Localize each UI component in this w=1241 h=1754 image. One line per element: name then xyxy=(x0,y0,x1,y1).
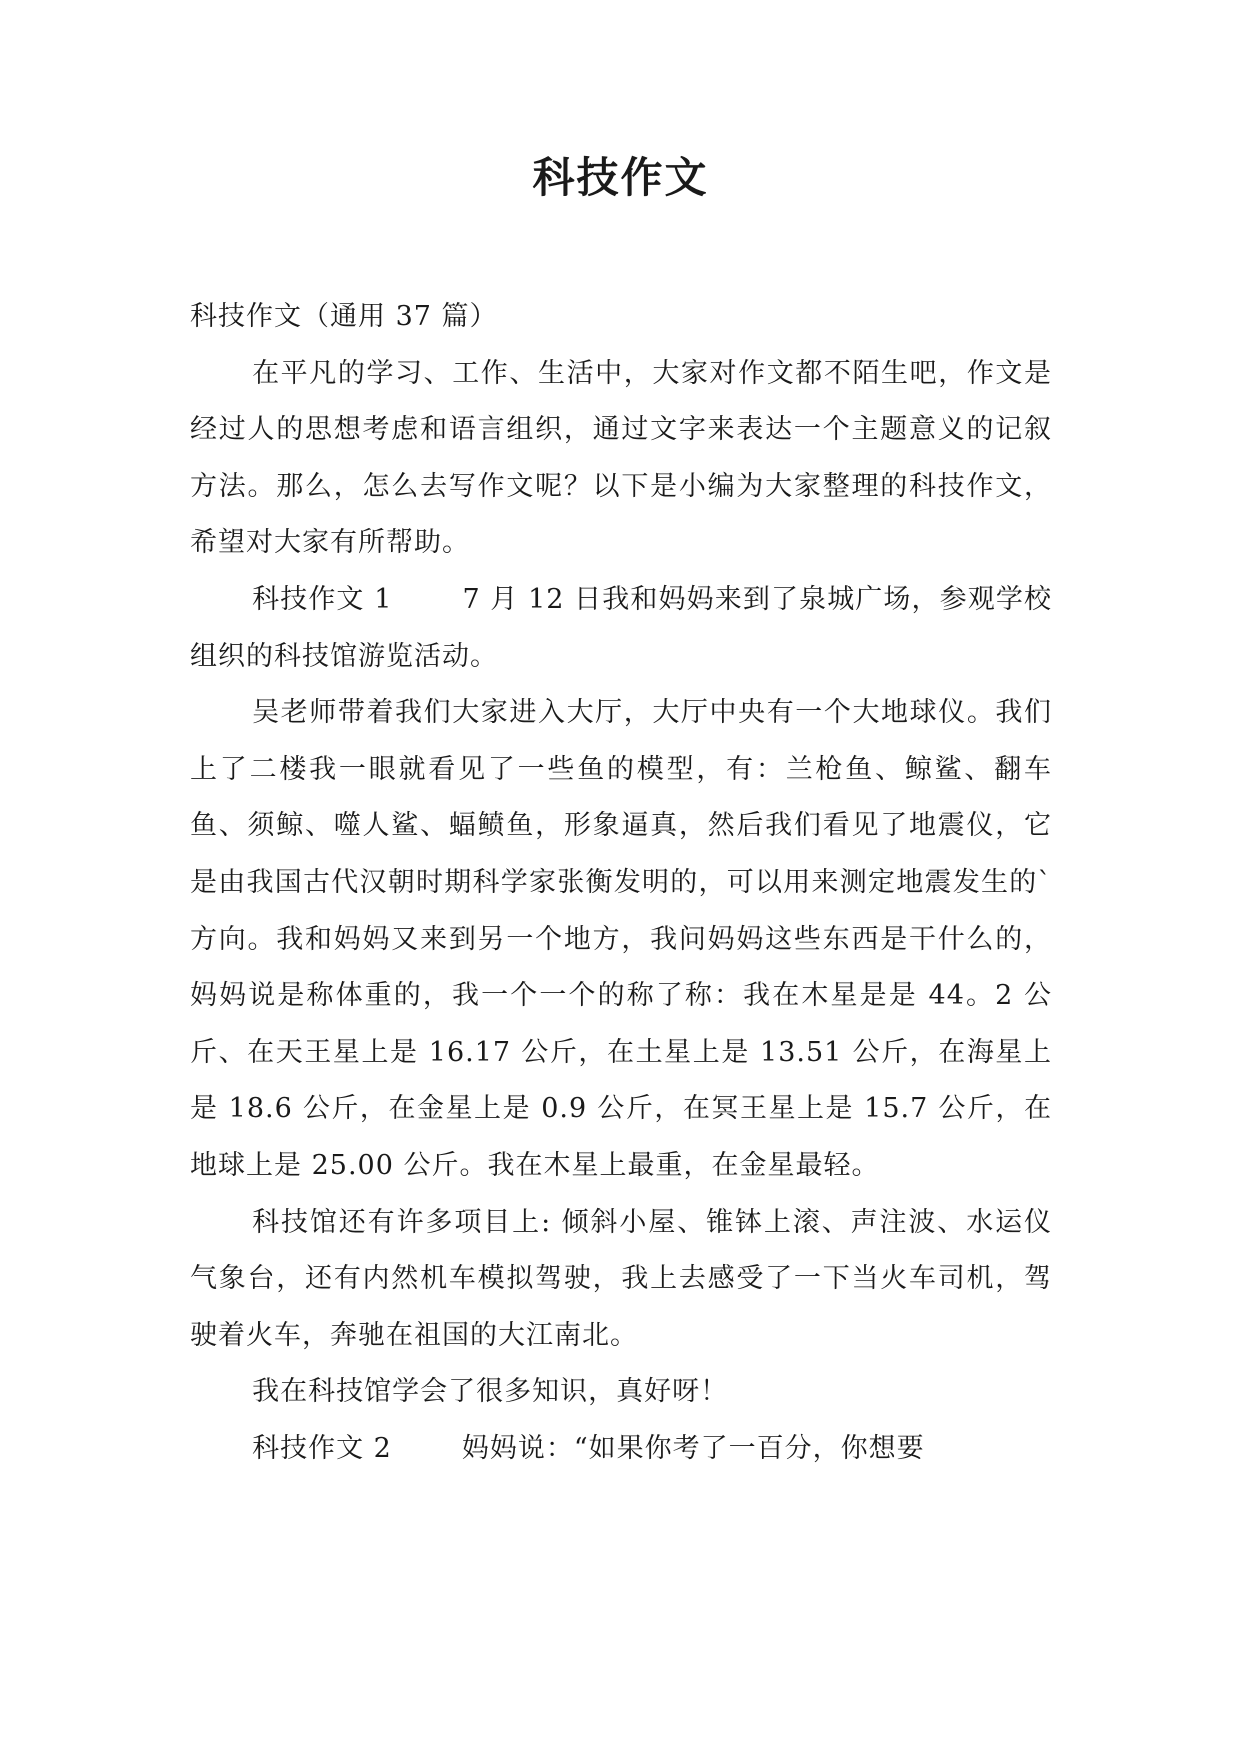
intro-paragraph: 在平凡的学习、工作、生活中，大家对作文都不陌生吧，作文是经过人的思想考虑和语言组织，通过文字来表达一个主题意义的记叙方法。那么，怎么去写作文呢？以下是小编为大家整理的科技作文，希望对大家有所帮助。 xyxy=(190,357,1052,559)
document-body xyxy=(190,289,1052,1477)
essay-2-heading: 科技作文 2 xyxy=(252,1432,392,1464)
essay-1-opening-paragraph xyxy=(190,572,1052,685)
essay-2-opening: 妈妈说：“如果你考了一百分，你想要 xyxy=(461,1432,925,1464)
essay-1-paragraph: 科技馆还有许多项目上: 倾斜小屋、锥钵上滚、声注波、水运仪气象台，还有内然机车模拟驾驶，我上去感受了一下当火车司机，驾驶着火车，奔驰在祖国的大江南北。 xyxy=(190,1206,1052,1351)
essay-1-paragraph: 吴老师带着我们大家进入大厅，大厅中央有一个大地球仪。我们上了二楼我一眼就看见了一些鱼的模型，有：兰枪鱼、鲸鲨、翻车鱼、须鲸、噬人鲨、蝠鲼鱼，形象逼真，然后我们看见了地震仪，它是由我国古代汉朝时期科学家张衡发明的，可以用来测定地震发生的`方向。我和妈妈又来到另一个地方，我问妈妈这些东西是干什么的，妈妈说是称体重的，我一个一个的称了称：我在木星是是 44。2 公斤、在天王星上是 16.17 公斤，在土星上是 13.51 公斤，在海星上是 18.6 公斤，在金星上是 0.9 公斤，在冥王星上是 15.7 公斤，在地球上是 25.00 公斤。我在木星上最重，在金星最轻。 xyxy=(190,697,1052,1181)
essay-1-paragraph: 我在科技馆学会了很多知识，真好呀！ xyxy=(252,1376,729,1408)
essay-2-opening-paragraph xyxy=(190,1421,1052,1478)
essay-1-opening: 7 月 12 日我和妈妈来到了泉城广场，参观学校组织的科技馆游览活动。 xyxy=(190,583,1052,672)
document-subtitle: 科技作文（通用 37 篇） xyxy=(190,301,498,332)
essay-1-heading: 科技作文 1 xyxy=(252,583,393,615)
page-title: 科技作文 xyxy=(532,153,709,202)
